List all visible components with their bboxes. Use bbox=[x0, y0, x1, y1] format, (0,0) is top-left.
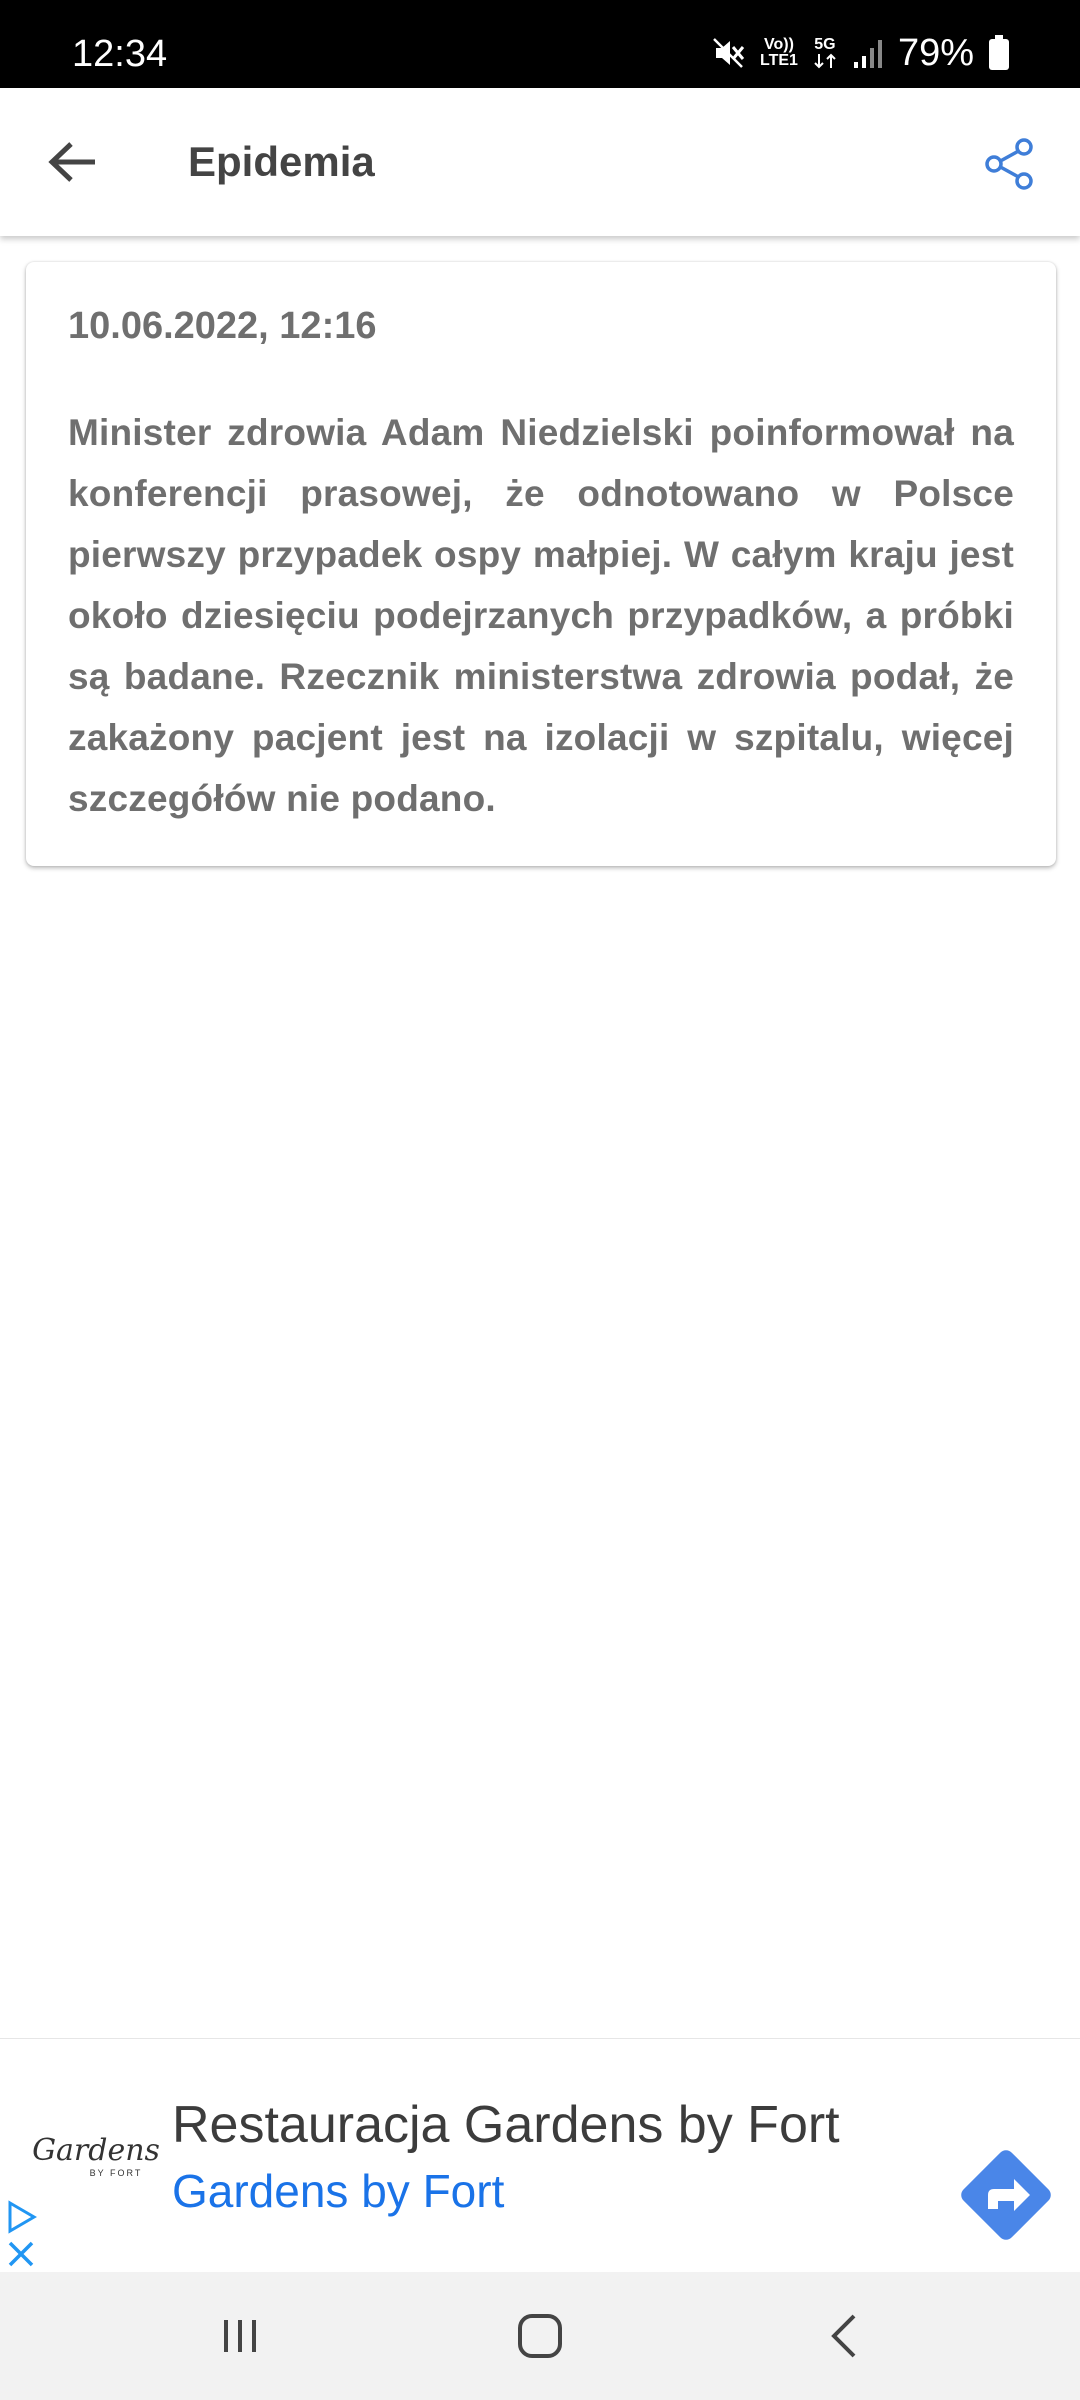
status-bar bbox=[0, 0, 1080, 88]
article-date: 10.06.2022, 12:16 bbox=[68, 305, 377, 347]
recents-icon bbox=[218, 2316, 262, 2356]
recents-button[interactable] bbox=[190, 2296, 290, 2376]
signal-icon bbox=[852, 36, 884, 70]
share-button[interactable] bbox=[970, 124, 1050, 204]
ad-title[interactable]: Restauracja Gardens by Fort bbox=[172, 2096, 840, 2154]
arrow-left-icon bbox=[47, 140, 99, 184]
5g-label: 5G bbox=[814, 36, 836, 53]
back-nav-icon bbox=[828, 2312, 860, 2360]
5g-indicator bbox=[812, 37, 838, 69]
volte-indicator: Vo)) LTE1 bbox=[760, 36, 798, 69]
article-body: Minister zdrowia Adam Niedzielski poinformował na konferencji prasowej, że odnotowano w Polsce pierwszy przypadek ospy małpiej. W całym kraju jest około dziesięciu podejrzanych przypadków, a próbki są badane. Rzecznik ministerstwa zdrowia podał, że zakażony pacjent jest na izolacji w szpitalu, więcej szczegółów nie podano. bbox=[68, 412, 1014, 819]
ad-info-icon[interactable] bbox=[10, 2203, 34, 2231]
back-button[interactable] bbox=[30, 126, 116, 198]
directions-icon bbox=[954, 2143, 1058, 2247]
app-bar bbox=[0, 88, 1080, 236]
status-time: 12:34 bbox=[72, 33, 168, 75]
battery-icon bbox=[988, 35, 1010, 71]
system-back-button[interactable] bbox=[794, 2296, 894, 2376]
ad-logo-subtext: BY FORT bbox=[89, 2168, 143, 2178]
ad-logo-text: Gardens bbox=[32, 2133, 160, 2168]
status-icons bbox=[710, 30, 1010, 76]
home-button[interactable] bbox=[490, 2296, 590, 2376]
ad-banner[interactable] bbox=[0, 2038, 1080, 2272]
article-card bbox=[26, 262, 1056, 866]
share-icon bbox=[982, 136, 1038, 192]
ad-logo[interactable] bbox=[32, 2119, 160, 2195]
system-nav-bar bbox=[0, 2272, 1080, 2400]
ad-choices[interactable] bbox=[4, 2197, 40, 2273]
ad-close-icon[interactable] bbox=[10, 2243, 32, 2265]
ad-directions-button[interactable] bbox=[954, 2143, 1058, 2247]
ad-subtitle[interactable]: Gardens by Fort bbox=[172, 2165, 505, 2217]
page-title: Epidemia bbox=[188, 138, 375, 185]
battery-level: 79% bbox=[897, 32, 974, 74]
home-icon bbox=[516, 2312, 564, 2360]
mute-icon bbox=[710, 35, 746, 71]
